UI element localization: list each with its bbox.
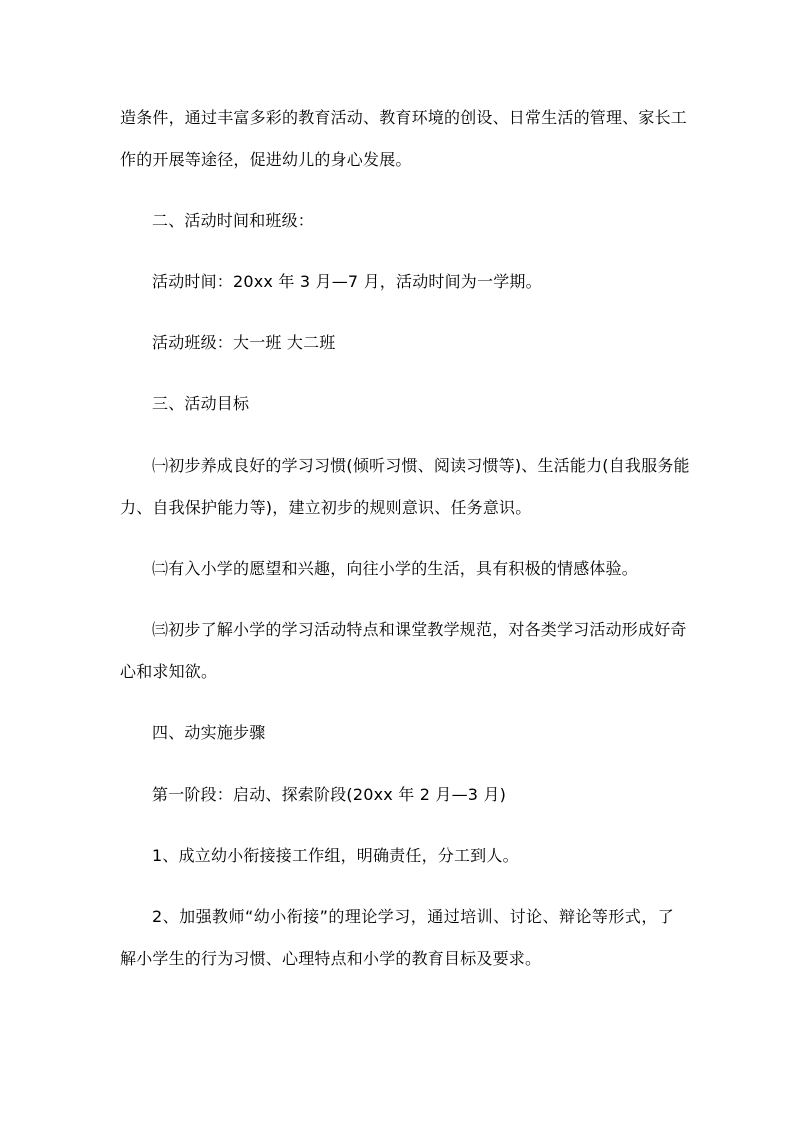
step-2-line-1: 2、加强教师“幼小衔接”的理论学习，通过培训、讨论、辩论等形式，了	[152, 907, 674, 926]
goal-1-line-1: ㈠初步养成良好的学习习惯(倾听习惯、阅读习惯等)、生活能力(自我服务能	[152, 456, 690, 475]
activity-time: 活动时间：20xx 年 3 月—7 月，活动时间为一学期。	[152, 272, 542, 291]
step-1: 1、成立幼小衔接接工作组，明确责任，分工到人。	[152, 846, 519, 865]
step-2-line-2: 解小学生的行为习惯、心理特点和小学的教育目标及要求。	[120, 949, 542, 968]
section-3-heading: 三、活动目标	[152, 394, 250, 413]
goal-1-line-2: 力、自我保护能力等)，建立初步的规则意识、任务意识。	[120, 498, 532, 517]
stage-1-heading: 第一阶段：启动、探索阶段(20xx 年 2 月—3 月)	[152, 785, 507, 804]
section-4-heading: 四、动实施步骤	[152, 723, 266, 742]
goal-3-line-2: 心和求知欲。	[120, 662, 218, 681]
goal-3-line-1: ㈢初步了解小学的学习活动特点和课堂教学规范，对各类学习活动形成好奇	[152, 620, 687, 639]
section-2-heading: 二、活动时间和班级：	[152, 211, 315, 230]
intro-paragraph-line-1: 造条件，通过丰富多彩的教育活动、教育环境的创设、日常生活的管理、家长工	[120, 108, 688, 127]
intro-paragraph-line-2: 作的开展等途径，促进幼儿的身心发展。	[120, 150, 412, 169]
activity-classes: 活动班级：大一班 大二班	[152, 333, 336, 352]
goal-2: ㈡有入小学的愿望和兴趣，向往小学的生活，具有积极的情感体验。	[152, 559, 639, 578]
